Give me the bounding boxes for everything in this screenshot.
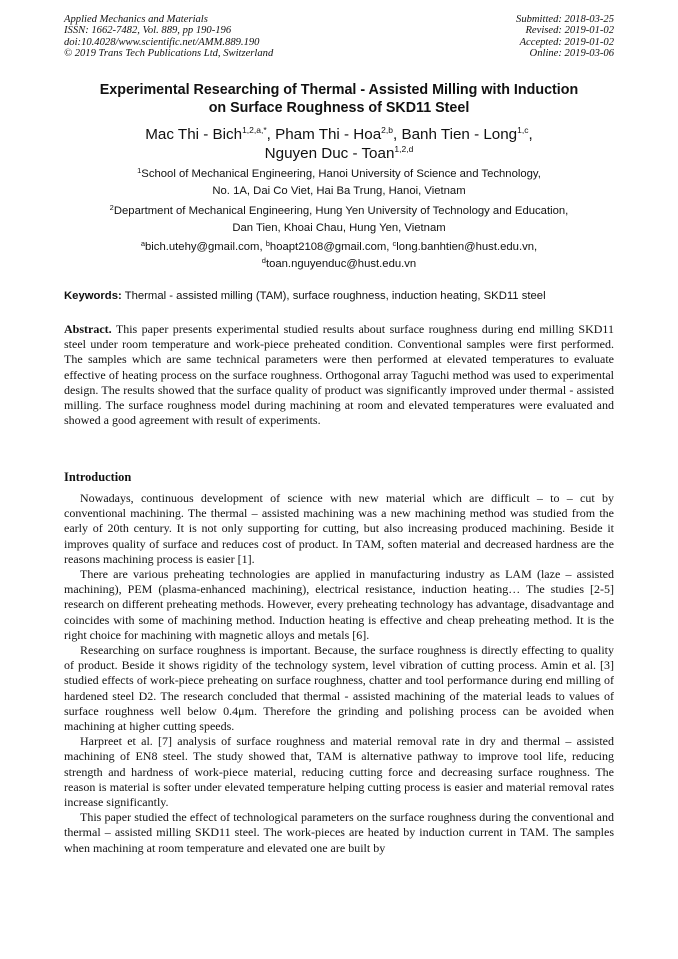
body-paragraph: Harpreet et al. [7] analysis of surface roughness and material removal rate in dry and thermal – assisted machining of EN8 steel. The study showed that, TAM is alternative pathway to improve tool life, reducing strength and hardness of work-piece material, reducing cutting force and decreasing surface roughness. The reason is material is softer under elevated temperature helping cutting process is easier and material removal rates increase significantly. (64, 734, 614, 810)
affiliation-address: No. 1A, Dai Co Viet, Hai Ba Trung, Hanoi, Vietnam (212, 184, 466, 197)
body-paragraph: Researching on surface roughness is important. Because, the surface roughness is directly effecting to quality of product. Beside it shows rigidity of the technology system, level vibration of cutting process. Amin et al. [3] studied effects of work-piece preheating on surface roughness, chatter and tool performance during end milling of hardened steel D2. The research concluded that thermal - assisted machining of the material leads to values of surface roughness well below 0.4μm. Therefore the grinding and polishing process can be avoided when machining at higher cutting speeds. (64, 643, 614, 734)
author-separator: , (393, 126, 402, 143)
revised-date: Revised: 2019-01-02 (525, 25, 614, 37)
author-affiliation-marker: 1,2,a,* (242, 125, 267, 135)
author-emails (40, 239, 638, 272)
email-marker: d (261, 255, 266, 265)
abstract-label: Abstract. (64, 322, 112, 336)
email-marker: c (392, 239, 397, 248)
keywords-label: Keywords: (64, 290, 122, 302)
online-date: Online: 2019-03-06 (529, 48, 614, 60)
journal-info (64, 14, 273, 60)
keywords (64, 288, 624, 304)
copyright-line: © 2019 Trans Tech Publications Ltd, Switzerland (64, 48, 274, 60)
submitted-date: Submitted: 2018-03-25 (516, 14, 614, 25)
author-name: Banh Tien - Long (401, 126, 518, 143)
author-affiliation-marker: 1,c (517, 125, 529, 135)
body-paragraph: There are various preheating technologies are applied in manufacturing industry as LAM (laze – assisted machining), PEM (plasma-enhanced machining), electrical resistance, induction heating… The studies [2-5] research on different preheating methods. However, every preheating technology has advantage, disadvantage and coincides with some of machining method. Induction heating is effective and cheap preheating method. It is the right choice for machining with magnetic alloys and metals [6]. (64, 567, 614, 642)
paper-title (40, 82, 638, 117)
email-link[interactable]: hoapt2108@gmail.com, (269, 241, 393, 253)
title-line: on Surface Roughness of SKD11 Steel (208, 99, 470, 116)
affiliation-marker: 1 (137, 166, 142, 175)
title-line: Experimental Researching of Thermal - Assisted Milling with Induction (99, 82, 579, 98)
section-heading-introduction: Introduction (64, 470, 132, 484)
author-separator: , (528, 126, 533, 143)
affiliation-1 (40, 166, 638, 199)
issn-line: ISSN: 1662-7482, Vol. 889, pp 190-196 (64, 25, 232, 37)
affiliation-marker: 2 (109, 203, 114, 212)
author-name: Pham Thi - Hoa (275, 126, 382, 143)
body-paragraph: Nowadays, continuous development of science with new material which are difficult – to – cut by conventional machining. The thermal – assisted machining was a new machining method was studied from the early of 20th century. It is not only supporting for cutting, but also increasing produced machining. Beside it improves quality of surface and reduces cost of product. In TAM, soften material and decreased hardness are the reasons machining process is easier [1]. (64, 491, 614, 566)
email-marker: b (265, 239, 270, 248)
email-link[interactable]: toan.nguyenduc@hust.edu.vn (265, 257, 417, 270)
body-paragraph: This paper studied the effect of technological parameters on the surface roughness during the conventional and thermal – assisted milling SKD11 steel. The work-pieces are heated by induction current in TAM. The samples when machining at room temperature and elevated one are built by (64, 810, 614, 855)
email-marker: a (140, 239, 146, 248)
author-name: Nguyen Duc - Toan (264, 145, 395, 163)
abstract-text: This paper presents experimental studied results about surface roughness during end milling SKD11 steel under room temperature and work-piece preheated condition. Conventional samples were first performed. The samples which are same technical parameters were then performed at elevated temperatures to evaluate effective of heating process on the surface roughness. Orthogonal array Taguchi method was used to experimental design. The results showed that the surface quality of product was significantly improved under thermal - assisted milling. The surface roughness model during machining at room and elevated temperatures were evaluated and showed a good agreement with result of experiments. (64, 322, 614, 428)
author-list (40, 125, 638, 163)
affiliation-text: School of Mechanical Engineering, Hanoi University of Science and Technology, (141, 168, 541, 180)
journal-name: Applied Mechanics and Materials (64, 14, 208, 25)
publication-dates (516, 14, 614, 60)
author-name: Mac Thi - Bich (145, 126, 243, 143)
introduction-body (64, 491, 614, 856)
author-separator: , (266, 126, 276, 143)
author-affiliation-marker: 2,b (381, 125, 393, 135)
email-link[interactable]: bich.utehy@gmail.com, (145, 241, 266, 253)
abstract (64, 322, 614, 428)
keywords-text: Thermal - assisted milling (TAM), surface roughness, induction heating, SKD11 steel (121, 290, 546, 302)
affiliation-address: Dan Tien, Khoai Chau, Hung Yen, Vietnam (232, 221, 446, 234)
affiliation-text: Department of Mechanical Engineering, Hung Yen University of Technology and Education, (113, 205, 569, 217)
accepted-date: Accepted: 2019-01-02 (519, 36, 614, 48)
email-link[interactable]: long.banhtien@hust.edu.vn, (396, 241, 538, 253)
author-affiliation-marker: 1,2,d (394, 144, 414, 155)
doi-line: doi:10.4028/www.scientific.net/AMM.889.190 (64, 36, 260, 48)
affiliation-2 (40, 203, 638, 236)
